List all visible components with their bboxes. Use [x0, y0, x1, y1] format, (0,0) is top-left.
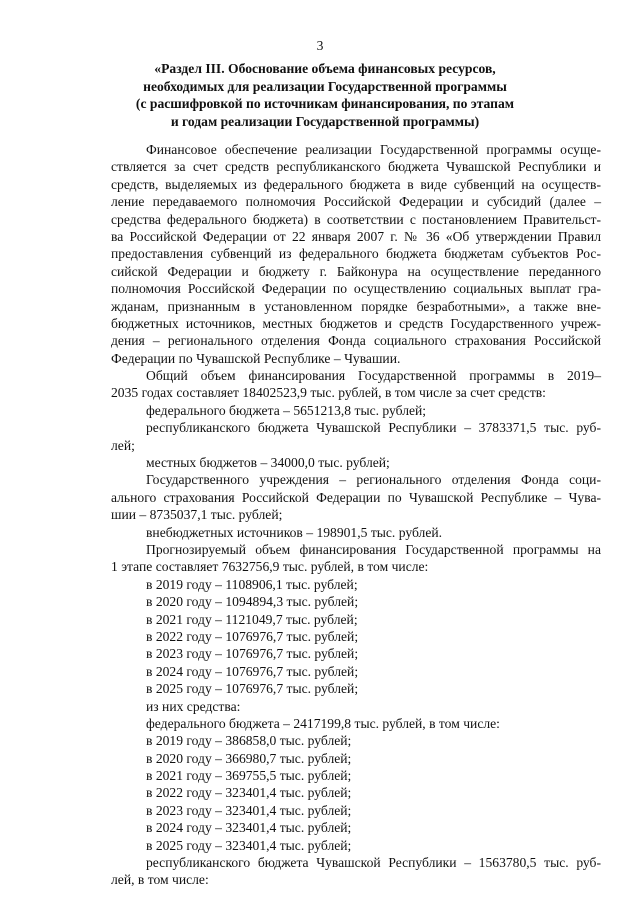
text-line: ление передаваемого полномочия Российской Федерации и субсидий (далее – — [111, 194, 601, 210]
text-line: ва Российской Федерации от 22 января 2007 г. № 36 «Об утверждении Правил — [111, 228, 601, 244]
text-line: жданам, признанным в установленном порядке безработными», а также вне- — [111, 298, 601, 314]
text-line: местных бюджетов – 34000,0 тыс. рублей; — [146, 455, 390, 471]
text-line: в 2021 году – 1121049,7 тыс. рублей; — [146, 611, 358, 627]
text-line: Общий объем финансирования Государственной программы в 2019– — [146, 368, 601, 384]
text-line: республиканского бюджета Чувашской Республики – 1563780,5 тыс. руб- — [146, 855, 601, 871]
text-line: средств, выделяемых из федерального бюджета в виде субвенций на осуществ- — [111, 176, 601, 192]
text-line: внебюджетных источников – 198901,5 тыс. рублей. — [146, 524, 443, 540]
text-line: в 2023 году – 1076976,7 тыс. рублей; — [146, 646, 359, 662]
section-heading — [110, 60, 540, 130]
text-line: в 2025 году – 323401,4 тыс. рублей; — [146, 837, 352, 853]
text-line: ального страхования Российской Федерации по Чувашской Республике – Чува- — [111, 489, 601, 505]
text-line: бюджетных источников, местных бюджетов и средств Государственного учреж- — [111, 315, 601, 331]
text-line: Прогнозируемый объем финансирования Государственной программы на — [146, 541, 601, 557]
text-line: полномочия Российской Федерации по осуществлению социальных выплат гра- — [111, 281, 601, 297]
text-line: шии – 8735037,1 тыс. рублей; — [111, 507, 283, 523]
text-line: в 2019 году – 386858,0 тыс. рублей; — [146, 733, 352, 749]
text-line: в 2019 году – 1108906,1 тыс. рублей; — [146, 576, 358, 592]
text-line: дения – регионального отделения Фонда социального страхования Российской — [111, 333, 601, 349]
body-text — [111, 141, 601, 889]
text-line: в 2020 году – 1094894,3 тыс. рублей; — [146, 594, 359, 610]
heading-line: «Раздел III. Обоснование объема финансовых ресурсов, — [154, 61, 496, 76]
text-line: в 2024 году – 323401,4 тыс. рублей; — [146, 820, 352, 836]
text-line: предоставления субвенций из федерального бюджета бюджетам субъектов Рос- — [111, 246, 601, 262]
text-line: в 2022 году – 1076976,7 тыс. рублей; — [146, 628, 359, 644]
heading-line: необходимых для реализации Государственной программы — [143, 78, 507, 94]
text-line: в 2024 году – 1076976,7 тыс. рублей; — [146, 663, 359, 679]
text-line: Финансовое обеспечение реализации Государственной программы осуще- — [146, 142, 601, 157]
text-line: в 2021 году – 369755,5 тыс. рублей; — [146, 768, 352, 784]
text-line: лей, в том числе: — [111, 872, 209, 888]
text-line: сийской Федерации и бюджету г. Байконура на осуществление переданного — [111, 263, 601, 279]
text-line: ствляется за счет средств республиканского бюджета Чувашской Республики и — [111, 159, 601, 175]
heading-line: (с расшифровкой по источникам финансирования, по этапам — [135, 96, 515, 112]
text-line: 1 этапе составляет 7632756,9 тыс. рублей, в том числе: — [111, 559, 429, 575]
text-line: в 2020 году – 366980,7 тыс. рублей; — [146, 750, 352, 766]
text-line: в 2023 году – 323401,4 тыс. рублей; — [146, 802, 352, 818]
text-line: из них средства: — [146, 698, 241, 714]
text-line: федерального бюджета – 2417199,8 тыс. рублей, в том числе: — [146, 715, 500, 731]
heading-line: и годам реализации Государственной программы) — [170, 113, 480, 129]
text-line: Федерации по Чувашской Республике – Чувашии. — [111, 350, 401, 366]
text-line: федерального бюджета – 5651213,8 тыс. рублей; — [146, 402, 427, 418]
text-line: республиканского бюджета Чувашской Республики – 3783371,5 тыс. руб- — [146, 420, 601, 436]
text-line: в 2025 году – 1076976,7 тыс. рублей; — [146, 681, 359, 697]
text-line: Государственного учреждения – регионального отделения Фонда соци- — [146, 472, 601, 488]
text-line: лей; — [111, 437, 135, 453]
text-line: средства федерального бюджета) в соответствии с постановлением Правительст- — [111, 211, 601, 227]
text-line: в 2022 году – 323401,4 тыс. рублей; — [146, 785, 352, 801]
text-line: 2035 годах составляет 18402523,9 тыс. рублей, в том числе за счет средств: — [111, 385, 546, 401]
page-number: 3 — [316, 38, 324, 53]
